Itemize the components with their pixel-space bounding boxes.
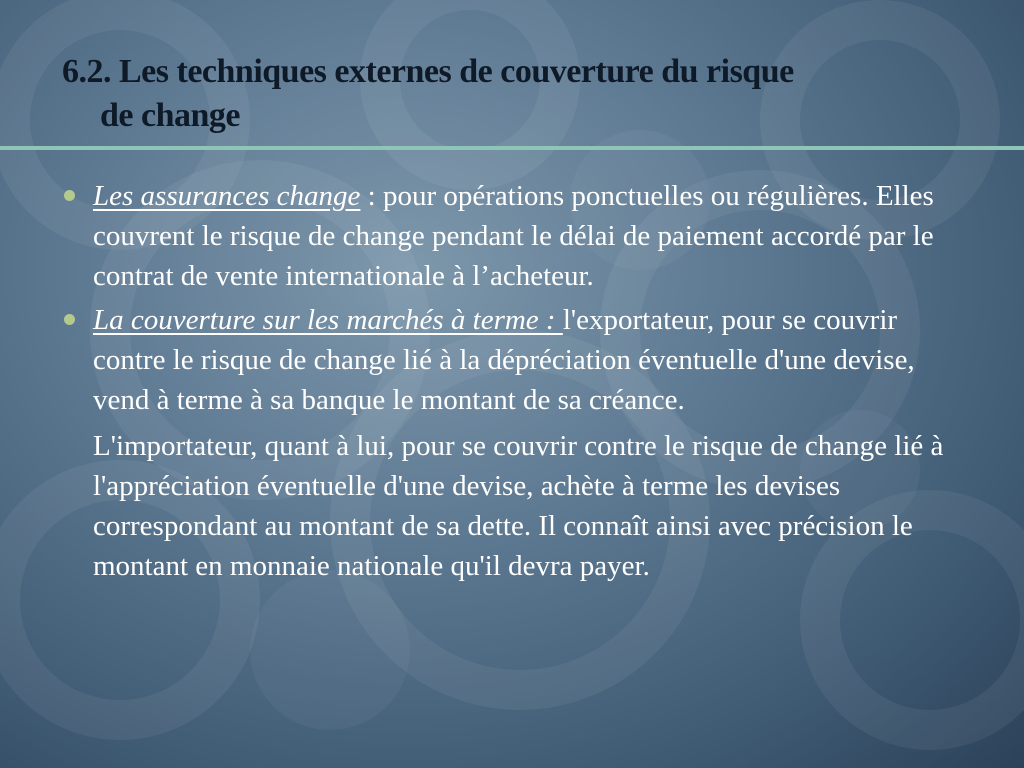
- bullet-dot-icon: [64, 314, 75, 325]
- slide-body: [60, 176, 965, 586]
- bullet-text: : pour opérations ponctuelles ou régulières. Elles couvrent le risque de change pendant le délai de paiement accordé par le contrat de vente internationale à l’acheteur.: [93, 180, 934, 292]
- slide-title-line1: 6.2. Les techniques externes de couverture du risque: [62, 53, 794, 90]
- title-divider: [0, 146, 1024, 150]
- continuation-paragraph: L'importateur, quant à lui, pour se couvrir contre le risque de change lié à l'appréciation éventuelle d'une devise, achète à terme les devises correspondant au montant de sa dette. Il connaît ainsi avec précision le montant en monnaie nationale qu'il devra payer.: [93, 430, 944, 582]
- slide-title: [62, 50, 982, 138]
- bullet-term: La couverture sur les marchés à terme :: [93, 304, 563, 336]
- slide-title-line2: de change: [100, 97, 240, 134]
- bullet-item-assurances: [60, 176, 965, 296]
- bullet-dot-icon: [64, 190, 75, 201]
- bullet-text: l'exportateur, pour se couvrir contre le risque de change lié à la dépréciation éventuelle d'une devise, vend à terme à sa banque le montant de sa créance.: [93, 304, 915, 416]
- bullet-term: Les assurances change: [93, 180, 361, 212]
- bullet-item-couverture: [60, 300, 965, 420]
